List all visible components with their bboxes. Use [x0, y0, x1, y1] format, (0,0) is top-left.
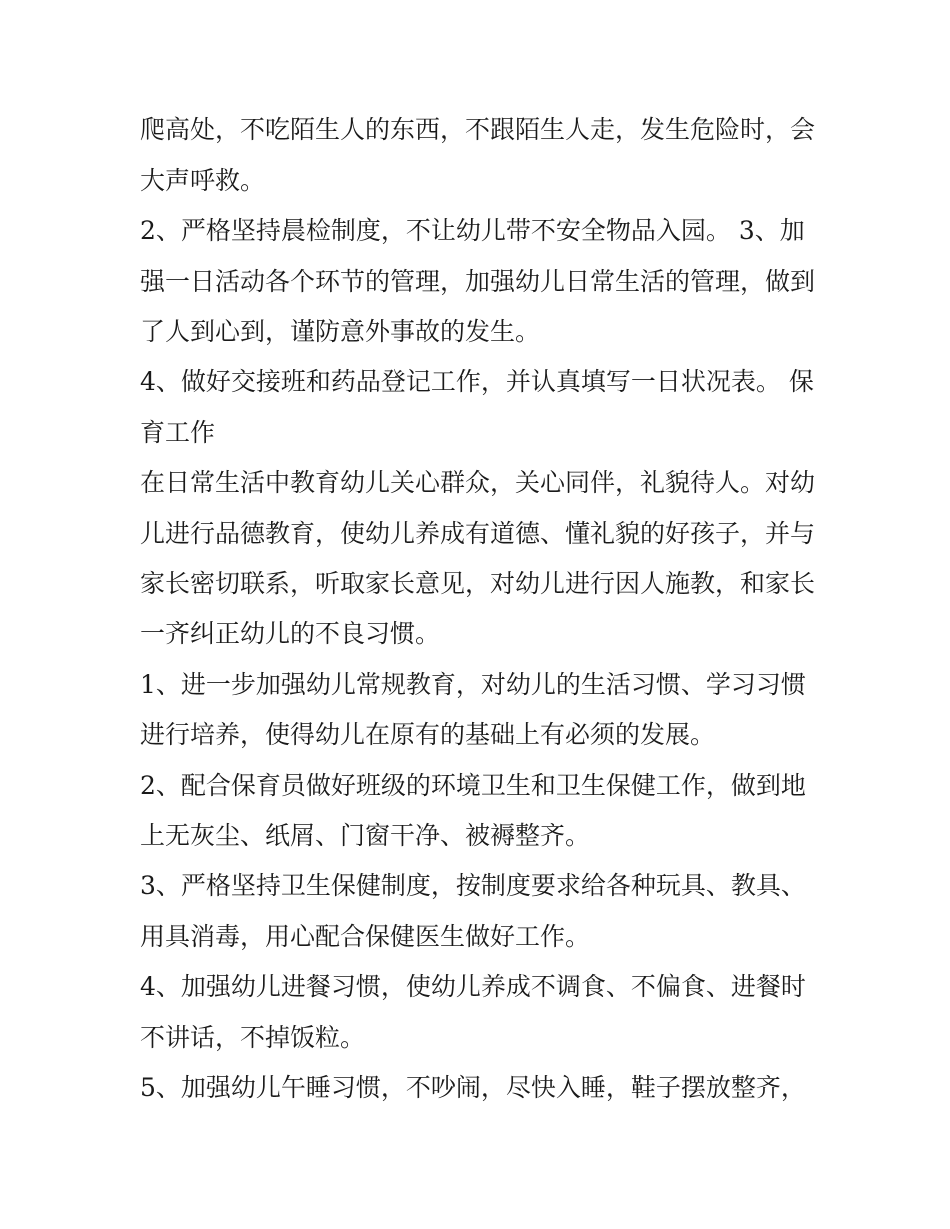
text-line: 进行培养，使得幼儿在原有的基础上有必须的发展。: [140, 720, 716, 749]
text-line: 儿进行品德教育，使幼儿养成有道德、懂礼貌的好孩子，并与: [140, 519, 816, 548]
text-line: 用具消毒，用心配合保健医生做好工作。: [140, 922, 591, 951]
text-line: 4、加强幼儿进餐习惯，使幼儿养成不调食、不偏食、进餐时: [140, 972, 806, 1001]
text-line: 家长密切联系，听取家长意见，对幼儿进行因人施教，和家长: [140, 569, 816, 598]
text-line: 了人到心到，谨防意外事故的发生。: [140, 317, 541, 346]
text-line: 在日常生活中教育幼儿关心群众，关心同伴，礼貌待人。对幼: [140, 468, 816, 497]
text-line: 5、加强幼儿午睡习惯，不吵闹，尽快入睡，鞋子摆放整齐，: [140, 1073, 806, 1102]
text-line: 育工作: [140, 418, 216, 447]
text-line: 2、配合保育员做好班级的环境卫生和卫生保健工作，做到地: [140, 771, 806, 800]
text-line: 爬高处，不吃陌生人的东西，不跟陌生人走，发生危险时，会: [140, 115, 816, 144]
text-line: 大声呼救。: [140, 166, 266, 195]
text-line: 1、进一步加强幼儿常规教育，对幼儿的生活习惯、学习习惯: [140, 670, 806, 699]
text-line: 4、做好交接班和药品登记工作，并认真填写一日状况表。 保: [140, 367, 814, 396]
text-line: 强一日活动各个环节的管理，加强幼儿日常生活的管理，做到: [140, 267, 816, 296]
text-line: 一齐纠正幼儿的不良习惯。: [140, 619, 441, 648]
text-line: 3、严格坚持卫生保健制度，按制度要求给各种玩具、教具、: [140, 871, 806, 900]
text-line: 不讲话，不掉饭粒。: [140, 1023, 366, 1052]
text-line: 2、严格坚持晨检制度，不让幼儿带不安全物品入园。 3、加: [140, 216, 805, 245]
text-line: 上无灰尘、纸屑、门窗干净、被褥整齐。: [140, 821, 591, 850]
